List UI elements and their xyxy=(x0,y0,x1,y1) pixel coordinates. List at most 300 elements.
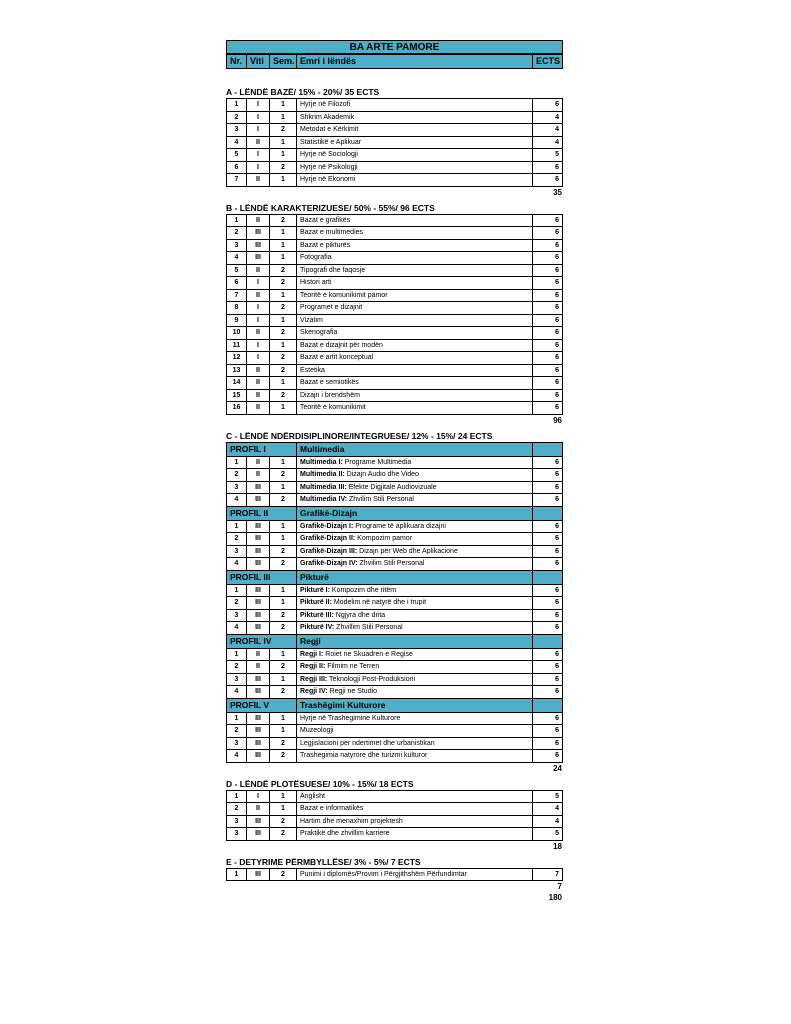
row-viti: III xyxy=(247,815,270,828)
row-ects: 5 xyxy=(533,828,563,841)
row-course-name xyxy=(297,558,533,571)
table-row xyxy=(227,239,563,252)
row-ects: 6 xyxy=(533,339,563,352)
course-title: Filmim ne Terren xyxy=(325,663,380,671)
section-a-table xyxy=(226,98,563,187)
row-viti: II xyxy=(247,214,270,227)
row-viti: III xyxy=(247,597,270,610)
profile-header xyxy=(227,442,563,456)
row-nr: 1 xyxy=(227,99,247,112)
profile-label: PROFIL I xyxy=(227,442,297,456)
row-sem: 1 xyxy=(270,377,297,390)
row-ects: 6 xyxy=(533,264,563,277)
row-course-name: Bazat e informatikës xyxy=(297,803,533,816)
section-d-heading: D - LËNDË PLOTËSUESE/ 10% - 15%/ 18 ECTS xyxy=(226,778,414,789)
course-title: Muzeologji xyxy=(300,727,334,735)
row-course-name: Bazat e multimedies xyxy=(297,227,533,240)
row-sem: 1 xyxy=(270,790,297,803)
row-sem: 1 xyxy=(270,803,297,816)
row-ects: 4 xyxy=(533,136,563,149)
row-viti: I xyxy=(247,124,270,137)
course-prefix: Grafikë-Dizajn I: xyxy=(300,522,354,530)
row-viti: III xyxy=(247,609,270,622)
section-c-heading: C - LËNDË NDËRDISIPLINORE/INTEGRUESE/ 12% - 15%/ 24 ECTS xyxy=(226,430,493,441)
row-course-name xyxy=(297,533,533,546)
row-course-name xyxy=(297,609,533,622)
table-row xyxy=(227,520,563,533)
row-nr: 8 xyxy=(227,302,247,315)
table-row xyxy=(227,609,563,622)
row-sem: 2 xyxy=(270,750,297,763)
profile-ects-blank xyxy=(533,570,563,584)
row-sem: 1 xyxy=(270,520,297,533)
row-nr: 1 xyxy=(227,584,247,597)
row-sem: 2 xyxy=(270,609,297,622)
row-course-name xyxy=(297,725,533,738)
row-nr: 2 xyxy=(227,533,247,546)
table-row xyxy=(227,803,563,816)
profile-label: PROFIL II xyxy=(227,506,297,520)
row-nr: 3 xyxy=(227,828,247,841)
table-row xyxy=(227,533,563,546)
row-sem: 1 xyxy=(270,673,297,686)
row-ects: 6 xyxy=(533,661,563,674)
course-prefix: Regji III: xyxy=(300,675,328,683)
row-viti: I xyxy=(247,99,270,112)
row-ects: 6 xyxy=(533,456,563,469)
row-nr: 1 xyxy=(227,790,247,803)
section-c-table xyxy=(226,442,563,763)
row-sem: 1 xyxy=(270,712,297,725)
row-sem: 1 xyxy=(270,481,297,494)
row-nr: 9 xyxy=(227,314,247,327)
row-nr: 1 xyxy=(227,214,247,227)
row-viti: III xyxy=(247,737,270,750)
row-ects: 6 xyxy=(533,174,563,187)
row-ects: 5 xyxy=(533,149,563,162)
row-sem: 2 xyxy=(270,389,297,402)
profile-label: PROFIL IV xyxy=(227,634,297,648)
row-course-name xyxy=(297,520,533,533)
row-ects: 6 xyxy=(533,712,563,725)
row-sem: 2 xyxy=(270,277,297,290)
row-nr: 11 xyxy=(227,339,247,352)
course-prefix: Grafikë-Dizajn III: xyxy=(300,547,358,555)
row-viti: I xyxy=(247,302,270,315)
row-course-name: Skenografia xyxy=(297,327,533,340)
row-viti: II xyxy=(247,803,270,816)
row-course-name: Statistikë e Aplikuar xyxy=(297,136,533,149)
row-course-name xyxy=(297,673,533,686)
row-nr: 4 xyxy=(227,252,247,265)
row-sem: 1 xyxy=(270,111,297,124)
row-ects: 6 xyxy=(533,469,563,482)
row-ects: 6 xyxy=(533,252,563,265)
row-nr: 14 xyxy=(227,377,247,390)
table-row xyxy=(227,648,563,661)
table-row xyxy=(227,227,563,240)
row-nr: 2 xyxy=(227,803,247,816)
row-course-name xyxy=(297,712,533,725)
row-viti: I xyxy=(247,314,270,327)
row-sem: 1 xyxy=(270,597,297,610)
row-nr: 3 xyxy=(227,239,247,252)
profile-label: PROFIL III xyxy=(227,570,297,584)
table-row xyxy=(227,750,563,763)
row-ects: 5 xyxy=(533,790,563,803)
course-prefix: Grafikë-Dizajn IV: xyxy=(300,560,358,568)
row-nr: 4 xyxy=(227,136,247,149)
row-course-name xyxy=(297,494,533,507)
row-sem: 2 xyxy=(270,622,297,635)
profile-name: Pikturë xyxy=(297,570,533,584)
course-title: Roiet ne Skuadren e Regise xyxy=(323,650,413,658)
row-viti: III xyxy=(247,828,270,841)
row-nr: 2 xyxy=(227,597,247,610)
col-nr: Nr. xyxy=(227,55,247,69)
table-row xyxy=(227,469,563,482)
section-b-heading: B - LËNDË KARAKTERIZUESE/ 50% - 55%/ 96 ECTS xyxy=(226,202,435,213)
row-ects: 6 xyxy=(533,239,563,252)
row-viti: III xyxy=(247,712,270,725)
table-row xyxy=(227,161,563,174)
row-nr: 6 xyxy=(227,161,247,174)
row-viti: II xyxy=(247,289,270,302)
profile-name: Grafikë-Dizajn xyxy=(297,506,533,520)
row-sem: 1 xyxy=(270,584,297,597)
row-course-name xyxy=(297,469,533,482)
table-row xyxy=(227,584,563,597)
table-row xyxy=(227,124,563,137)
row-ects: 6 xyxy=(533,597,563,610)
profile-ects-blank xyxy=(533,506,563,520)
profile-header xyxy=(227,634,563,648)
row-ects: 6 xyxy=(533,648,563,661)
row-sem: 2 xyxy=(270,124,297,137)
row-sem: 2 xyxy=(270,469,297,482)
row-viti: I xyxy=(247,161,270,174)
table-row xyxy=(227,868,563,881)
row-sem: 2 xyxy=(270,364,297,377)
course-title: Ngjyra dhe drita xyxy=(333,611,386,619)
row-ects: 6 xyxy=(533,750,563,763)
row-nr: 1 xyxy=(227,648,247,661)
course-title: Dizajn për Web dhe Aplikacione xyxy=(357,547,458,555)
row-nr: 10 xyxy=(227,327,247,340)
row-course-name: Hartim dhe menaxhim projektesh xyxy=(297,815,533,828)
table-row xyxy=(227,661,563,674)
row-ects: 6 xyxy=(533,302,563,315)
row-sem: 2 xyxy=(270,661,297,674)
table-row xyxy=(227,302,563,315)
table-row xyxy=(227,737,563,750)
row-sem: 2 xyxy=(270,868,297,881)
row-viti: II xyxy=(247,136,270,149)
table-row xyxy=(227,815,563,828)
row-ects: 6 xyxy=(533,389,563,402)
section-b-table xyxy=(226,214,563,415)
table-row xyxy=(227,481,563,494)
table-row xyxy=(227,214,563,227)
row-course-name: Metodat e Kërkimit xyxy=(297,124,533,137)
table-row xyxy=(227,686,563,699)
row-course-name: Hyrje në Sociologji xyxy=(297,149,533,162)
row-sem: 2 xyxy=(270,828,297,841)
row-course-name xyxy=(297,584,533,597)
row-sem: 1 xyxy=(270,314,297,327)
row-sem: 2 xyxy=(270,302,297,315)
course-title: Programe Multimedia xyxy=(342,458,412,466)
row-course-name: Bazat e semiotikës xyxy=(297,377,533,390)
section-a-total: 35 xyxy=(553,187,562,197)
row-sem: 2 xyxy=(270,545,297,558)
course-prefix: Pikturë I: xyxy=(300,586,330,594)
table-row xyxy=(227,327,563,340)
table-row xyxy=(227,377,563,390)
row-viti: III xyxy=(247,622,270,635)
row-nr: 1 xyxy=(227,456,247,469)
row-sem: 1 xyxy=(270,289,297,302)
row-sem: 2 xyxy=(270,214,297,227)
row-course-name: Teoritë e komunikimit pamor xyxy=(297,289,533,302)
row-sem: 1 xyxy=(270,648,297,661)
table-row xyxy=(227,597,563,610)
row-nr: 7 xyxy=(227,174,247,187)
row-nr: 7 xyxy=(227,289,247,302)
course-prefix: Regji II: xyxy=(300,663,326,671)
row-nr: 5 xyxy=(227,264,247,277)
row-nr: 4 xyxy=(227,558,247,571)
row-nr: 4 xyxy=(227,622,247,635)
row-viti: I xyxy=(247,149,270,162)
row-ects: 6 xyxy=(533,558,563,571)
row-ects: 6 xyxy=(533,737,563,750)
row-course-name: Histori arti xyxy=(297,277,533,290)
row-sem: 2 xyxy=(270,161,297,174)
row-nr: 5 xyxy=(227,149,247,162)
row-course-name xyxy=(297,750,533,763)
profile-header xyxy=(227,506,563,520)
row-sem: 2 xyxy=(270,558,297,571)
row-viti: II xyxy=(247,377,270,390)
row-ects: 6 xyxy=(533,377,563,390)
course-title: Hyrje në Trashegimine Kulturore xyxy=(300,714,401,722)
row-sem: 1 xyxy=(270,725,297,738)
row-ects: 6 xyxy=(533,686,563,699)
row-nr: 15 xyxy=(227,389,247,402)
table-row xyxy=(227,339,563,352)
row-ects: 6 xyxy=(533,725,563,738)
row-nr: 13 xyxy=(227,364,247,377)
row-course-name xyxy=(297,545,533,558)
course-title: Zhvilim Stili Personal xyxy=(347,496,414,504)
course-title: Kompozim pamor xyxy=(355,535,413,543)
row-course-name: Shkrim Akademik xyxy=(297,111,533,124)
row-ects: 6 xyxy=(533,402,563,415)
row-course-name: Bazat e pikturës xyxy=(297,239,533,252)
course-title: Regji ne Studio xyxy=(327,688,378,696)
row-sem: 1 xyxy=(270,456,297,469)
course-title: Programe të aplikuara dizajni xyxy=(353,522,446,530)
row-viti: III xyxy=(247,494,270,507)
profile-ects-blank xyxy=(533,442,563,456)
table-row xyxy=(227,725,563,738)
row-sem: 1 xyxy=(270,533,297,546)
row-sem: 2 xyxy=(270,686,297,699)
row-ects: 6 xyxy=(533,99,563,112)
row-nr: 4 xyxy=(227,494,247,507)
document-title: BA ARTE PAMORE xyxy=(226,40,563,54)
row-sem: 1 xyxy=(270,174,297,187)
row-sem: 2 xyxy=(270,494,297,507)
table-row xyxy=(227,494,563,507)
row-course-name: Hyrje në Filozofi xyxy=(297,99,533,112)
row-nr: 12 xyxy=(227,352,247,365)
table-row xyxy=(227,136,563,149)
row-sem: 1 xyxy=(270,239,297,252)
row-sem: 1 xyxy=(270,252,297,265)
grand-total: 180 xyxy=(548,893,562,902)
row-course-name: Fotografia xyxy=(297,252,533,265)
row-ects: 6 xyxy=(533,622,563,635)
row-course-name: Bazat e dizajnit për modën xyxy=(297,339,533,352)
row-viti: III xyxy=(247,558,270,571)
table-row xyxy=(227,352,563,365)
row-ects: 6 xyxy=(533,352,563,365)
row-viti: III xyxy=(247,686,270,699)
course-title: Dizajn Audio dhe Video xyxy=(344,471,419,479)
row-ects: 4 xyxy=(533,111,563,124)
row-nr: 3 xyxy=(227,673,247,686)
profile-ects-blank xyxy=(533,634,563,648)
table-row xyxy=(227,389,563,402)
row-nr: 1 xyxy=(227,712,247,725)
row-course-name: Vizatim xyxy=(297,314,533,327)
course-prefix: Regji IV: xyxy=(300,688,328,696)
row-course-name xyxy=(297,481,533,494)
row-course-name: Estetika xyxy=(297,364,533,377)
profile-name: Trashëgimi Kulturore xyxy=(297,698,533,712)
section-b-total: 96 xyxy=(553,415,562,425)
row-viti: III xyxy=(247,520,270,533)
section-e-table xyxy=(226,868,563,882)
row-viti: I xyxy=(247,352,270,365)
course-prefix: Pikturë II: xyxy=(300,599,332,607)
row-course-name: Programet e dizajnit xyxy=(297,302,533,315)
row-course-name xyxy=(297,737,533,750)
row-viti: III xyxy=(247,481,270,494)
row-viti: I xyxy=(247,339,270,352)
course-title: Legjislacioni per ndertimet dhe urbanistikan xyxy=(300,739,435,747)
table-row xyxy=(227,289,563,302)
row-sem: 2 xyxy=(270,264,297,277)
row-sem: 2 xyxy=(270,737,297,750)
table-row xyxy=(227,402,563,415)
row-nr: 2 xyxy=(227,725,247,738)
row-nr: 3 xyxy=(227,815,247,828)
course-prefix: Multimedia III: xyxy=(300,483,347,491)
course-prefix: Regji I: xyxy=(300,650,324,658)
table-row xyxy=(227,545,563,558)
row-ects: 6 xyxy=(533,494,563,507)
table-row xyxy=(227,622,563,635)
col-ects: ECTS xyxy=(533,55,563,69)
row-course-name: Bazat e artit konceptual xyxy=(297,352,533,365)
row-viti: II xyxy=(247,389,270,402)
section-e-total: 7 xyxy=(557,882,562,891)
row-nr: 2 xyxy=(227,661,247,674)
row-ects: 4 xyxy=(533,124,563,137)
profile-header xyxy=(227,570,563,584)
row-ects: 6 xyxy=(533,584,563,597)
row-viti: I xyxy=(247,111,270,124)
row-viti: I xyxy=(247,790,270,803)
row-viti: I xyxy=(247,277,270,290)
row-course-name: Praktikë dhe zhvillim karriere xyxy=(297,828,533,841)
row-nr: 2 xyxy=(227,227,247,240)
row-ects: 4 xyxy=(533,803,563,816)
column-header xyxy=(226,54,563,69)
row-course-name xyxy=(297,622,533,635)
row-viti: III xyxy=(247,725,270,738)
profile-label: PROFIL V xyxy=(227,698,297,712)
row-sem: 1 xyxy=(270,99,297,112)
row-ects: 6 xyxy=(533,609,563,622)
row-ects: 6 xyxy=(533,520,563,533)
row-ects: 6 xyxy=(533,289,563,302)
row-nr: 3 xyxy=(227,737,247,750)
row-ects: 6 xyxy=(533,533,563,546)
section-c-total: 24 xyxy=(553,763,562,773)
row-viti: III xyxy=(247,750,270,763)
row-viti: II xyxy=(247,402,270,415)
course-prefix: Multimedia II: xyxy=(300,471,345,479)
course-prefix: Multimedia IV: xyxy=(300,496,348,504)
course-title: Modelim në natyrë dhe i trupit xyxy=(331,599,427,607)
row-nr: 4 xyxy=(227,686,247,699)
course-title: Zhvilim Stili Personal xyxy=(357,560,425,568)
row-nr: 4 xyxy=(227,750,247,763)
col-sem: Sem. xyxy=(270,55,297,69)
table-row xyxy=(227,314,563,327)
row-sem: 2 xyxy=(270,327,297,340)
row-ects: 6 xyxy=(533,227,563,240)
row-course-name xyxy=(297,686,533,699)
profile-name: Regji xyxy=(297,634,533,648)
table-row xyxy=(227,99,563,112)
row-viti: II xyxy=(247,469,270,482)
table-row xyxy=(227,790,563,803)
row-ects: 6 xyxy=(533,481,563,494)
course-prefix: Pikturë III: xyxy=(300,611,334,619)
row-ects: 6 xyxy=(533,673,563,686)
section-a-heading: A - LËNDË BAZË/ 15% - 20%/ 35 ECTS xyxy=(226,87,380,97)
section-d-table xyxy=(226,790,563,841)
row-nr: 3 xyxy=(227,545,247,558)
section-d-total: 18 xyxy=(553,841,562,851)
row-course-name xyxy=(297,648,533,661)
row-nr: 3 xyxy=(227,609,247,622)
col-name: Emri i lëndës xyxy=(297,55,533,69)
row-sem: 1 xyxy=(270,402,297,415)
row-nr: 3 xyxy=(227,481,247,494)
course-title: Zhvillim Stili Personal xyxy=(334,624,403,632)
row-ects: 6 xyxy=(533,214,563,227)
course-title: Efekte Digjitale Audiovizuale xyxy=(346,483,437,491)
row-viti: III xyxy=(247,533,270,546)
table-row xyxy=(227,264,563,277)
table-row xyxy=(227,712,563,725)
